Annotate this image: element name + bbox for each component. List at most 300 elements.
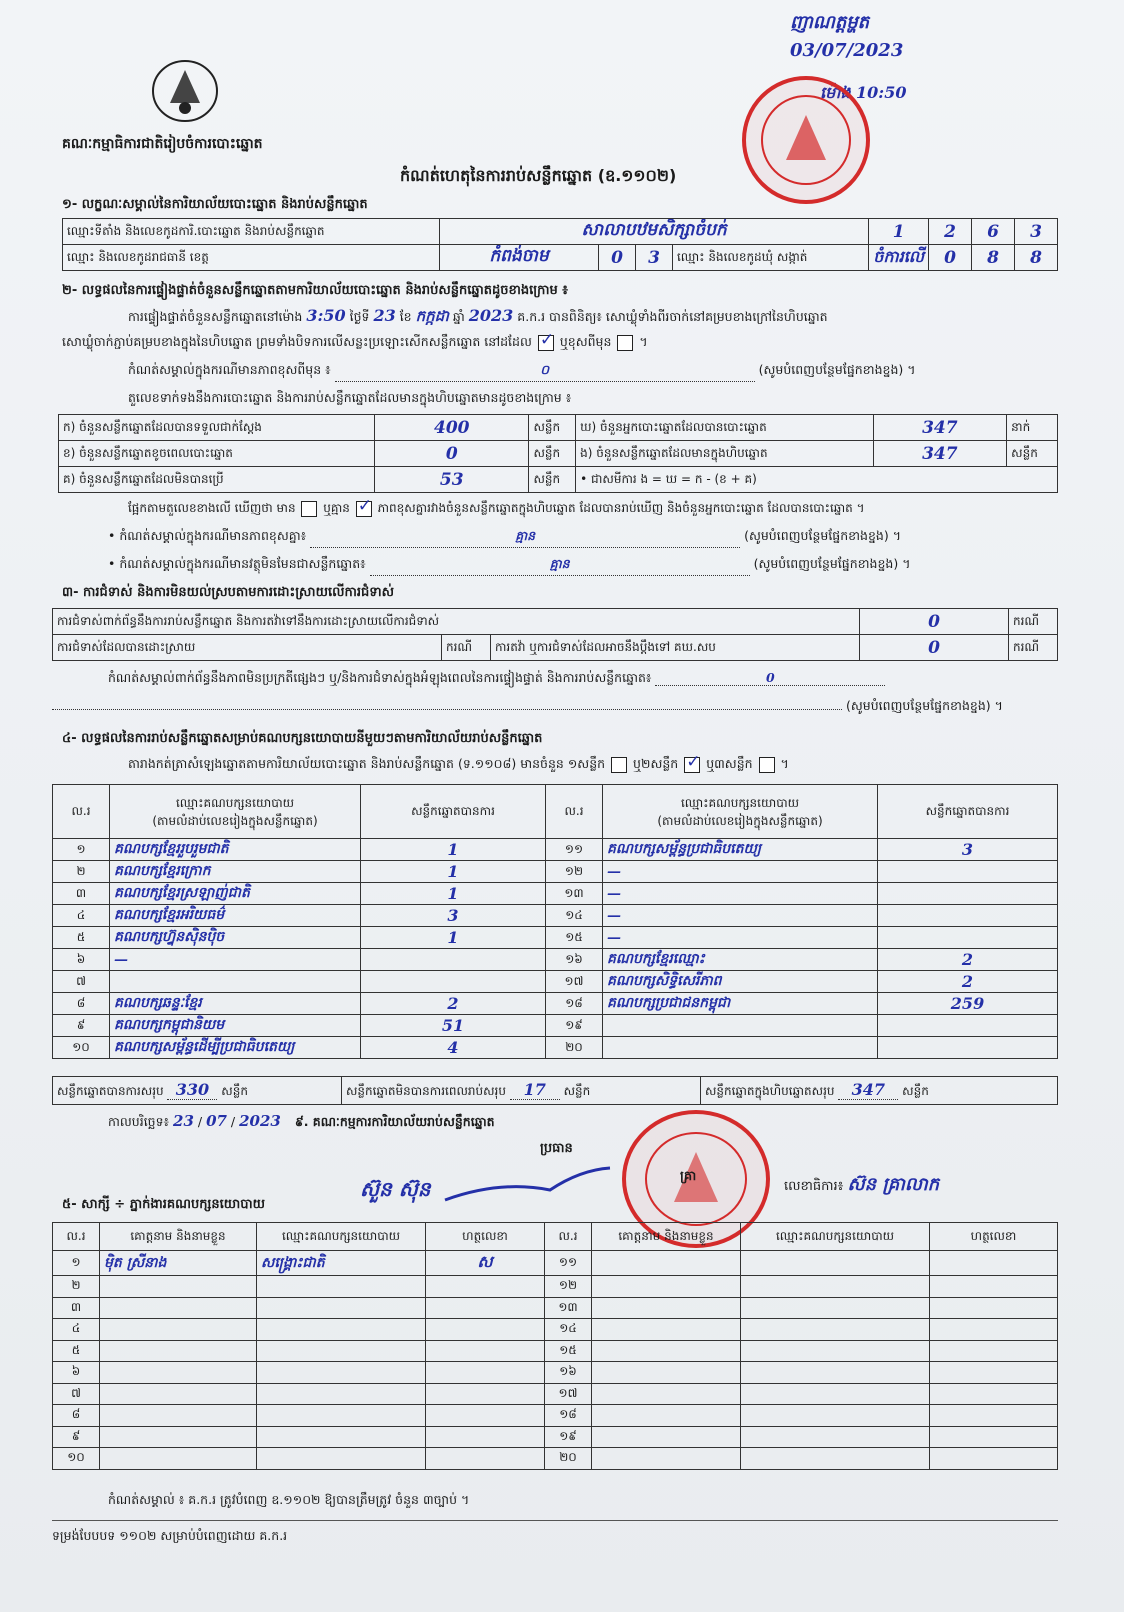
result-party: គណបក្សប្រជាជនកម្ពុជា bbox=[603, 993, 878, 1015]
section1-table bbox=[62, 218, 1058, 271]
witness-signature bbox=[426, 1448, 545, 1470]
foreign-object-value: គ្មាន bbox=[549, 556, 570, 571]
result-no: ២ bbox=[53, 861, 110, 883]
witness-name: ម៉ិត ស្រីនាង bbox=[100, 1251, 257, 1276]
witness-no: ២០ bbox=[545, 1448, 592, 1470]
spoiled-ballots-unit: សន្លឹក bbox=[529, 441, 576, 467]
results-header-party-right bbox=[603, 785, 878, 839]
witness-party bbox=[741, 1383, 930, 1405]
result-votes: 2 bbox=[878, 949, 1058, 971]
discrepancy-yes-checkbox[interactable] bbox=[301, 501, 317, 517]
verification-text-e: គ.ក.រ បានពិនិត្យ៖ សោឃ្លុំទាំងពីរចាក់នៅគម្របខាងក្រៅនៃហិបឆ្នោត bbox=[517, 309, 828, 324]
total-valid-unit: សន្លឹក bbox=[221, 1084, 248, 1098]
result-party: គណបក្សសម្ព័ន្ធប្រជាធិបតេយ្យ bbox=[603, 839, 878, 861]
result-no: ១៣ bbox=[546, 883, 603, 905]
witness-header-no-right: ល.រ bbox=[545, 1223, 592, 1251]
committee-name: គណៈកម្មាធិការជាតិរៀបចំការបោះឆ្នោត bbox=[62, 136, 263, 152]
result-party: គណបក្សហ្វ៊ុនស៊ិនប៉ិច bbox=[110, 927, 361, 949]
difference-remark-value: គ្មាន bbox=[515, 528, 536, 543]
witness-no: ១៦ bbox=[545, 1362, 592, 1384]
complaints-label: ការជំទាស់ពាក់ព័ន្ធនឹងការរាប់សន្លឹកឆ្នោត និងការតវ៉ាទៅនឹងការដោះស្រាយលើការជំទាស់ bbox=[53, 609, 860, 635]
verification-year: 2023 bbox=[468, 306, 514, 325]
results-header-party-right-sub: (តាមលំដាប់លេខរៀងក្នុងសន្លឹកឆ្នោត) bbox=[657, 813, 823, 828]
total-valid-value: 330 bbox=[167, 1080, 217, 1100]
result-party: គណបក្សខ្មែររួបរួមជាតិ bbox=[110, 839, 361, 861]
witness-no: ១៩ bbox=[545, 1426, 592, 1448]
sheet-count-line: តារាងកត់ត្រាសំឡេងឆ្នោតតាមការិយាល័យបោះឆ្នោត និងរាប់សន្លឹកឆ្នោត (ទ.១១០៨) មានចំនួន ១សន្លឹក ឬ២សន្លឹក ✓ ឬ៣សន្លឹក ។ bbox=[128, 756, 789, 775]
total-box-cell bbox=[701, 1077, 1058, 1105]
witness-party bbox=[741, 1448, 930, 1470]
appeal-value: 0 bbox=[860, 635, 1009, 661]
results-totals bbox=[52, 1076, 1058, 1105]
witness-name bbox=[100, 1276, 257, 1298]
table-row bbox=[53, 1448, 1058, 1470]
witness-party bbox=[741, 1251, 930, 1276]
ballots-in-box-unit: សន្លឹក bbox=[1007, 441, 1058, 467]
result-no: ៩ bbox=[53, 1015, 110, 1037]
witness-name bbox=[592, 1383, 741, 1405]
witness-signature bbox=[930, 1251, 1058, 1276]
province-code-2: 3 bbox=[636, 245, 673, 271]
result-no: ២០ bbox=[546, 1037, 603, 1059]
witness-name bbox=[592, 1276, 741, 1298]
result-no: ៤ bbox=[53, 905, 110, 927]
section1-heading: ១- លក្ខណៈសម្គាល់នៃការិយាល័យបោះឆ្នោត និងរាប់សន្លឹកឆ្នោត bbox=[62, 197, 368, 212]
footer-divider bbox=[52, 1520, 1058, 1521]
witness-header-sign-left: ហត្ថលេខា bbox=[426, 1223, 545, 1251]
results-header-votes-right: សន្លឹកឆ្នោតបានការ bbox=[878, 785, 1058, 839]
result-no: ១៦ bbox=[546, 949, 603, 971]
sheet-count-1-checkbox[interactable] bbox=[611, 757, 627, 773]
result-no: ៨ bbox=[53, 993, 110, 1015]
footnote: កំណត់សម្គាល់ ៖ គ.ក.រ ត្រូវបំពេញ ឧ.១១០២ ឱ្យបានត្រឹមត្រូវ ចំនួន ៣ច្បាប់ ។ bbox=[108, 1492, 470, 1507]
result-votes: 1 bbox=[361, 883, 546, 905]
polling-committee-title: ៩. គណៈកម្មការការិយាល័យរាប់សន្លឹកឆ្នោត bbox=[294, 1114, 495, 1129]
result-party: គណបក្សខ្មែរស្រឡាញ់ជាតិ bbox=[110, 883, 361, 905]
table-row bbox=[53, 1383, 1058, 1405]
result-votes: 259 bbox=[878, 993, 1058, 1015]
witness-name bbox=[592, 1297, 741, 1319]
section5-heading: ៥- សាក្សី ÷ ភ្នាក់ងារគណបក្សនយោបាយ bbox=[62, 1197, 265, 1212]
figures-table bbox=[58, 414, 1058, 493]
witness-name bbox=[100, 1362, 257, 1384]
witness-signature bbox=[426, 1276, 545, 1298]
secretary-signature: ស៊ន គ្រាលាក bbox=[847, 1174, 940, 1195]
commune-value: ចំការលើ bbox=[869, 245, 929, 271]
date-label: កាលបរិច្ឆេទ៖ bbox=[108, 1114, 170, 1129]
total-box-value: 347 bbox=[838, 1080, 898, 1100]
table-row bbox=[53, 883, 1058, 905]
commune-code-1: 0 bbox=[929, 245, 972, 271]
discrepancy-text-a: ផ្អែកតាមតួលេខខាងលើ ឃើញថា មាន bbox=[128, 501, 296, 515]
result-party: — bbox=[603, 905, 878, 927]
witness-name bbox=[592, 1251, 741, 1276]
table-row bbox=[53, 1405, 1058, 1427]
result-no: ១៥ bbox=[546, 927, 603, 949]
witness-name bbox=[100, 1297, 257, 1319]
result-votes bbox=[878, 1015, 1058, 1037]
total-box-unit: សន្លឹក bbox=[902, 1084, 929, 1098]
total-invalid-value: 17 bbox=[510, 1080, 560, 1100]
result-votes: 2 bbox=[878, 971, 1058, 993]
irregularity-fill-line bbox=[52, 698, 1003, 717]
witness-no: ១០ bbox=[53, 1448, 100, 1470]
verification-line-2: សោឃ្លុំចាក់ភ្ជាប់គម្របខាងក្នុងនៃហិបឆ្នោត ព្រមទាំងបិទការលើសន្លះប្រឡោះសើកសន្លឹកឆ្នោត នៅដដែល ✓ ឬខុសពីមុន ។ bbox=[62, 334, 648, 353]
results-header-votes-left: សន្លឹកឆ្នោតបានការ bbox=[361, 785, 546, 839]
result-votes bbox=[878, 905, 1058, 927]
table-row bbox=[53, 905, 1058, 927]
verification-month: កក្កដា bbox=[415, 307, 449, 325]
witness-signature bbox=[426, 1319, 545, 1341]
annotation-note-2: 03/07/2023 bbox=[790, 40, 904, 61]
witness-signature bbox=[930, 1362, 1058, 1384]
result-party: គណបក្សសិទ្ធិសេរីភាព bbox=[603, 971, 878, 993]
witness-name bbox=[592, 1319, 741, 1341]
witness-no: ៤ bbox=[53, 1319, 100, 1341]
location-code-1: 1 bbox=[869, 219, 929, 245]
secretary-label: លេខាធិការ៖ bbox=[784, 1179, 844, 1194]
results-header-party-right-title: ឈ្មោះគណបក្សនយោបាយ bbox=[680, 795, 800, 810]
result-no: ១៨ bbox=[546, 993, 603, 1015]
commune-code-3: 8 bbox=[1015, 245, 1058, 271]
witness-name bbox=[592, 1405, 741, 1427]
result-no: ១១ bbox=[546, 839, 603, 861]
result-votes: 3 bbox=[878, 839, 1058, 861]
witness-signature bbox=[930, 1405, 1058, 1427]
province-value: កំពង់ចាម bbox=[440, 245, 599, 271]
witness-party bbox=[257, 1340, 426, 1362]
result-votes: 4 bbox=[361, 1037, 546, 1059]
annotation-note-3: ម៉ោង 10:50 bbox=[820, 83, 907, 102]
result-party: គណបក្សខ្មែរក្រោក bbox=[110, 861, 361, 883]
result-votes bbox=[878, 1037, 1058, 1059]
witness-header-name-right: គោត្តនាម និងនាមខ្លួន bbox=[592, 1223, 741, 1251]
difference-remark-line bbox=[108, 528, 901, 548]
location-code-3: 6 bbox=[972, 219, 1015, 245]
witness-no: ២ bbox=[53, 1276, 100, 1298]
results-table bbox=[52, 784, 1058, 1059]
total-valid-cell bbox=[53, 1077, 342, 1105]
location-label: ឈ្មោះទីតាំង និងលេខកូដការិ.បោះឆ្នោត និងរាប់សន្លឹកឆ្នោត bbox=[63, 219, 440, 245]
table-row bbox=[53, 1362, 1058, 1384]
witness-party bbox=[257, 1276, 426, 1298]
spoiled-ballots-value: 0 bbox=[375, 441, 529, 467]
verification-text-b: ថ្ងៃទី bbox=[349, 309, 370, 324]
table-row bbox=[53, 839, 1058, 861]
witness-party bbox=[741, 1319, 930, 1341]
witness-name bbox=[592, 1448, 741, 1470]
witness-no: ១១ bbox=[545, 1251, 592, 1276]
difference-remark-label: • កំណត់សម្គាល់ក្នុងករណីមានភាពខុសគ្នា៖ bbox=[108, 528, 307, 543]
witness-party bbox=[257, 1383, 426, 1405]
difference-note-label: កំណត់សម្គាល់ក្នុងករណីមានភាពខុសពីមុន ៖ bbox=[128, 362, 331, 377]
result-votes bbox=[361, 971, 546, 993]
result-party: — bbox=[603, 861, 878, 883]
sheet-count-2-checkbox[interactable] bbox=[684, 757, 700, 773]
result-party bbox=[603, 1037, 878, 1059]
discrepancy-text-b: ឬគ្មាន bbox=[323, 501, 350, 515]
result-no: ៣ bbox=[53, 883, 110, 905]
witness-party bbox=[257, 1297, 426, 1319]
witness-no: ៥ bbox=[53, 1340, 100, 1362]
foreign-object-line bbox=[108, 556, 910, 576]
result-no: ១៩ bbox=[546, 1015, 603, 1037]
witness-no: ១៥ bbox=[545, 1340, 592, 1362]
witness-name bbox=[100, 1340, 257, 1362]
seal-changed-label: ឬខុសពីមុន bbox=[559, 334, 612, 349]
witness-no: ៣ bbox=[53, 1297, 100, 1319]
unused-ballots-label: គ) ចំនួនសន្លឹកឆ្នោតដែលមិនបានប្រើ bbox=[59, 467, 375, 493]
total-invalid-label: សន្លឹកឆ្នោតមិនបានការពេលរាប់សរុប bbox=[346, 1084, 506, 1098]
verification-text-c: ខែ bbox=[399, 309, 412, 324]
witness-header-party-right: ឈ្មោះគណបក្សនយោបាយ bbox=[741, 1223, 930, 1251]
irregularity-note-value: 0 bbox=[766, 670, 775, 685]
discrepancy-text-c: ភាពខុសគ្នារវាងចំនួនសន្លឹកឆ្នោតក្នុងហិបឆ្នោត ដែលបានរាប់ឃើញ និងចំនួនអ្នកបោះឆ្នោត ដែលបានបោះឆ្នោត ។ bbox=[377, 501, 865, 515]
witness-signature bbox=[930, 1448, 1058, 1470]
result-party: គណបក្សកម្ពុជានិយម bbox=[110, 1015, 361, 1037]
results-header-party-left-sub: (តាមលំដាប់លេខរៀងក្នុងសន្លឹកឆ្នោត) bbox=[152, 813, 318, 828]
date-line: កាលបរិច្ឆេទ៖ 23 / 07 / 2023 ៩. គណៈកម្មការការិយាល័យរាប់សន្លឹកឆ្នោត bbox=[108, 1112, 495, 1130]
result-party: គណបក្សឆន្ទៈខ្មែរ bbox=[110, 993, 361, 1015]
verification-text-d: ឆ្នាំ bbox=[452, 309, 465, 324]
result-no: ១៧ bbox=[546, 971, 603, 993]
witness-party bbox=[257, 1319, 426, 1341]
date-day: 23 bbox=[173, 1112, 194, 1130]
witness-signature bbox=[930, 1319, 1058, 1341]
location-code-4: 3 bbox=[1015, 219, 1058, 245]
witness-signature bbox=[930, 1297, 1058, 1319]
result-party: — bbox=[603, 883, 878, 905]
discrepancy-line bbox=[128, 500, 865, 518]
result-no: ៥ bbox=[53, 927, 110, 949]
table-row bbox=[53, 861, 1058, 883]
difference-remark-fill-note: (សូមបំពេញបន្ថែមផ្នែកខាងខ្នង) ។ bbox=[744, 528, 901, 543]
result-party bbox=[110, 971, 361, 993]
voters-voted-value: 347 bbox=[873, 415, 1007, 441]
total-valid-label: សន្លឹកឆ្នោតបានការសរុប bbox=[57, 1084, 164, 1098]
witness-party bbox=[741, 1426, 930, 1448]
result-votes: 3 bbox=[361, 905, 546, 927]
results-header-party-left-title: ឈ្មោះគណបក្សនយោបាយ bbox=[175, 795, 295, 810]
date-month: 07 bbox=[206, 1112, 227, 1130]
table-row bbox=[53, 927, 1058, 949]
results-header-party-left bbox=[110, 785, 361, 839]
resolved-label: ការជំទាស់ដែលបានដោះស្រាយ bbox=[53, 635, 442, 661]
witness-header-sign-right: ហត្ថលេខា bbox=[930, 1223, 1058, 1251]
location-value: សាលាបឋមសិក្សាចំបក់ bbox=[440, 219, 869, 245]
witness-party bbox=[741, 1276, 930, 1298]
witness-signature bbox=[426, 1297, 545, 1319]
section4-heading: ៤- លទ្ធផលនៃការរាប់សន្លឹកឆ្នោតសម្រាប់គណបក្សនយោបាយនីមួយៗតាមការិយាល័យរាប់សន្លឹកឆ្នោត bbox=[62, 731, 543, 746]
verification-day: 23 bbox=[373, 306, 396, 325]
spoiled-ballots-label: ខ) ចំនួនសន្លឹកឆ្នោតខូចពេលបោះឆ្នោត bbox=[59, 441, 375, 467]
witness-party: សង្គ្រោះជាតិ bbox=[257, 1251, 426, 1276]
table-row bbox=[53, 1276, 1058, 1298]
result-party bbox=[603, 1015, 878, 1037]
discrepancy-no-checkbox[interactable] bbox=[356, 501, 372, 517]
sheet-count-3-label: ឬ៣សន្លឹក bbox=[706, 756, 753, 771]
location-code-2: 2 bbox=[929, 219, 972, 245]
witness-header-name-left: គោត្តនាម និងនាមខ្លួន bbox=[100, 1223, 257, 1251]
witness-party bbox=[257, 1426, 426, 1448]
witness-signature bbox=[426, 1405, 545, 1427]
complaints-unit: ករណី bbox=[1009, 609, 1058, 635]
sheet-count-3-checkbox[interactable] bbox=[759, 757, 775, 773]
annotation-note-1: ញាណត្តម្ហត bbox=[790, 12, 870, 33]
witness-name bbox=[100, 1383, 257, 1405]
official-stamp-top bbox=[742, 76, 870, 204]
witness-name bbox=[100, 1319, 257, 1341]
result-no: ១៤ bbox=[546, 905, 603, 927]
result-no: ១០ bbox=[53, 1037, 110, 1059]
table-row bbox=[53, 971, 1058, 993]
witness-party bbox=[741, 1340, 930, 1362]
section3-heading: ៣- ការជំទាស់ និងការមិនយល់ស្របតាមការដោះស្រាយលើការជំទាស់ bbox=[62, 585, 394, 600]
witness-signature bbox=[930, 1276, 1058, 1298]
results-header-no-right: ល.រ bbox=[546, 785, 603, 839]
province-code-1: 0 bbox=[599, 245, 636, 271]
complaints-table bbox=[52, 608, 1058, 661]
result-party: គណបក្សសម្ព័ន្ធដើម្បីប្រជាធិបតេយ្យ bbox=[110, 1037, 361, 1059]
witness-signature bbox=[930, 1383, 1058, 1405]
sheet-count-text: តារាងកត់ត្រាសំឡេងឆ្នោតតាមការិយាល័យបោះឆ្នោត និងរាប់សន្លឹកឆ្នោត (ទ.១១០៨) មានចំនួន ១សន្លឹក bbox=[128, 756, 606, 771]
witness-party bbox=[741, 1405, 930, 1427]
result-no: ៧ bbox=[53, 971, 110, 993]
witness-name bbox=[592, 1362, 741, 1384]
irregularity-fill-note: (សូមបំពេញបន្ថែមផ្នែកខាងខ្នង) ។ bbox=[845, 698, 1003, 713]
result-votes: 2 bbox=[361, 993, 546, 1015]
witness-no: ៨ bbox=[53, 1405, 100, 1427]
unused-ballots-unit: សន្លឹក bbox=[529, 467, 576, 493]
result-no: ១២ bbox=[546, 861, 603, 883]
verification-line-1 bbox=[128, 306, 828, 329]
witness-party bbox=[257, 1362, 426, 1384]
witness-signature bbox=[426, 1383, 545, 1405]
president-signature: ស៊ួន ស៊ុន bbox=[360, 1177, 431, 1201]
table-row bbox=[53, 949, 1058, 971]
witness-signature bbox=[426, 1426, 545, 1448]
table-row bbox=[53, 1015, 1058, 1037]
witness-party bbox=[741, 1297, 930, 1319]
province-label: ឈ្មោះ និងលេខកូដរាជធានី ខេត្ត bbox=[63, 245, 440, 271]
witness-name bbox=[592, 1426, 741, 1448]
witness-signature: ស bbox=[426, 1251, 545, 1276]
result-votes bbox=[878, 927, 1058, 949]
foreign-object-fill-note: (សូមបំពេញបន្ថែមផ្នែកខាងខ្នង) ។ bbox=[753, 556, 911, 571]
commune-label: ឈ្មោះ និងលេខកូដឃុំ សង្កាត់ bbox=[673, 245, 869, 271]
table-row bbox=[53, 1340, 1058, 1362]
result-votes: 1 bbox=[361, 861, 546, 883]
president-label: ប្រធាន bbox=[540, 1141, 573, 1156]
received-ballots-unit: សន្លឹក bbox=[529, 415, 576, 441]
witness-table bbox=[52, 1222, 1058, 1470]
witness-signature bbox=[930, 1340, 1058, 1362]
witness-no: ១៧ bbox=[545, 1383, 592, 1405]
secretary-line bbox=[784, 1172, 939, 1199]
witness-party bbox=[257, 1448, 426, 1470]
result-votes bbox=[878, 883, 1058, 905]
witness-signature bbox=[426, 1362, 545, 1384]
witness-name bbox=[100, 1448, 257, 1470]
witness-no: ៦ bbox=[53, 1362, 100, 1384]
complaints-value: 0 bbox=[860, 609, 1009, 635]
witness-no: ៩ bbox=[53, 1426, 100, 1448]
difference-note-line bbox=[128, 362, 915, 382]
date-year: 2023 bbox=[239, 1112, 281, 1130]
result-no: ៦ bbox=[53, 949, 110, 971]
irregularity-note-label: កំណត់សម្គាល់ពាក់ព័ន្ធនឹងភាពមិនប្រក្រតីផ្សេងៗ ឬ/និងការជំទាស់ក្នុងអំឡុងពេលនៃការផ្ទៀងផ្ទាត់ និងការរាប់សន្លឹកឆ្នោត៖ bbox=[108, 670, 652, 685]
sheet-count-2-label: ឬ២សន្លឹក bbox=[633, 756, 679, 771]
result-party: គណបក្សខ្មែរអរិយធម៌ bbox=[110, 905, 361, 927]
total-invalid-cell bbox=[342, 1077, 701, 1105]
result-party: — bbox=[603, 927, 878, 949]
witness-no: ១២ bbox=[545, 1276, 592, 1298]
verification-text-a: ការផ្ទៀងផ្ទាត់ចំនួនសន្លឹកឆ្នោតនៅម៉ោង bbox=[128, 309, 303, 324]
witness-party bbox=[741, 1362, 930, 1384]
commune-code-2: 8 bbox=[972, 245, 1015, 271]
section2-heading: ២- លទ្ធផលនៃការផ្ទៀងផ្ទាត់ចំនួនសន្លឹកឆ្នោតតាមការិយាល័យបោះឆ្នោត និងរាប់សន្លឹកឆ្នោតដូចខាងក្រោម ៖ bbox=[62, 283, 568, 298]
verification-time: 3:50 bbox=[306, 306, 346, 325]
emblem-logo bbox=[150, 58, 220, 124]
seal-same-checkbox[interactable] bbox=[538, 335, 554, 351]
witness-header-party-left: ឈ្មោះគណបក្សនយោបាយ bbox=[257, 1223, 426, 1251]
ballots-in-box-value: 347 bbox=[873, 441, 1007, 467]
result-votes bbox=[361, 949, 546, 971]
witness-name bbox=[100, 1426, 257, 1448]
total-box-label: សន្លឹកឆ្នោតក្នុងហិបឆ្នោតសរុប bbox=[705, 1084, 835, 1098]
witness-no: ១៣ bbox=[545, 1297, 592, 1319]
footer-text: ទម្រង់បែបបទ ១១០២ សម្រាប់បំពេញដោយ គ.ក.រ bbox=[52, 1528, 288, 1543]
equation-text: • ជាសមីការ ង = ឃ = ក - (ខ + គ) bbox=[576, 467, 1058, 493]
result-party: គណបក្សខ្មែរឈ្មោះ bbox=[603, 949, 878, 971]
table-row bbox=[53, 1037, 1058, 1059]
witness-party bbox=[257, 1405, 426, 1427]
result-votes: 1 bbox=[361, 839, 546, 861]
president-signature-stroke bbox=[440, 1160, 620, 1210]
seal-changed-checkbox[interactable] bbox=[617, 335, 633, 351]
table-row bbox=[53, 993, 1058, 1015]
result-votes: 1 bbox=[361, 927, 546, 949]
voters-voted-unit: នាក់ bbox=[1007, 415, 1058, 441]
irregularity-note-line bbox=[108, 670, 885, 689]
result-party: — bbox=[110, 949, 361, 971]
ballots-in-box-label: ង) ចំនួនសន្លឹកឆ្នោតដែលមានក្នុងហិបឆ្នោត bbox=[576, 441, 873, 467]
appeal-label: ការតវ៉ា ឬការជំទាស់ដែលអាចនឹងប្តឹងទៅ គឃ.សប bbox=[491, 635, 860, 661]
witness-signature bbox=[426, 1340, 545, 1362]
voters-voted-label: ឃ) ចំនួនអ្នកបោះឆ្នោតដែលបានបោះឆ្នោត bbox=[576, 415, 873, 441]
result-votes: 51 bbox=[361, 1015, 546, 1037]
member-label: គ្រា bbox=[680, 1169, 697, 1184]
witness-no: ១៨ bbox=[545, 1405, 592, 1427]
witness-name bbox=[592, 1340, 741, 1362]
witness-name bbox=[100, 1405, 257, 1427]
table-row bbox=[53, 1297, 1058, 1319]
witness-signature bbox=[930, 1426, 1058, 1448]
total-invalid-unit: សន្លឹក bbox=[563, 1084, 591, 1098]
foreign-object-label: • កំណត់សម្គាល់ក្នុងករណីមានវត្ថុមិនមែនជាសន្លឹកឆ្នោត៖ bbox=[108, 556, 366, 571]
figures-intro: តួលេខទាក់ទងនឹងការបោះឆ្នោត និងការរាប់សន្លឹកឆ្នោតដែលមានក្នុងហិបឆ្នោតមានដូចខាងក្រោម ៖ bbox=[128, 390, 572, 405]
table-row bbox=[53, 1251, 1058, 1276]
document-title: កំណត់ហេតុនៃការរាប់សន្លឹកឆ្នោត (ឧ.១១០២) bbox=[400, 166, 677, 185]
witness-no: ១ bbox=[53, 1251, 100, 1276]
resolved-unit: ករណី bbox=[442, 635, 491, 661]
difference-fill-note: (សូមបំពេញបន្ថែមផ្នែកខាងខ្នង) ។ bbox=[758, 362, 916, 377]
seal-status-text: សោឃ្លុំចាក់ភ្ជាប់គម្របខាងក្នុងនៃហិបឆ្នោត ព្រមទាំងបិទការលើសន្លះប្រឡោះសើកសន្លឹកឆ្នោត នៅដដែល bbox=[62, 334, 532, 349]
result-no: ១ bbox=[53, 839, 110, 861]
witness-no: ៧ bbox=[53, 1383, 100, 1405]
witness-header-no-left: ល.រ bbox=[53, 1223, 100, 1251]
appeal-unit: ករណី bbox=[1009, 635, 1058, 661]
